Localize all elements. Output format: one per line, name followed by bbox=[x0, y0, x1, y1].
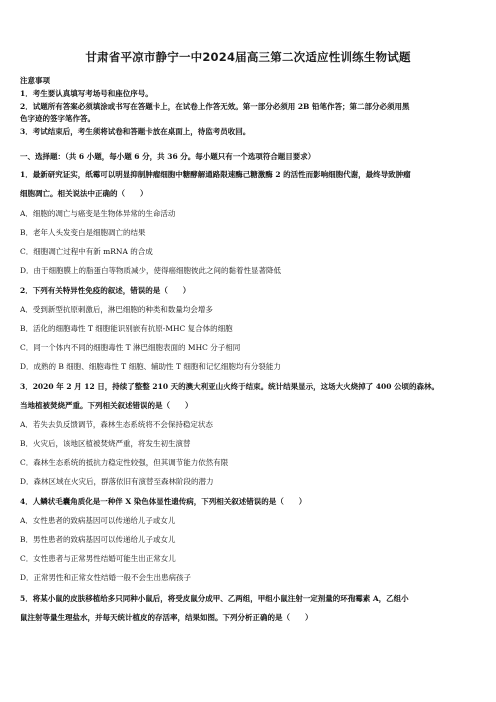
question-2-option-c: C．同一个体内不同的细胞毒性 T 淋巴细胞表面的 MHC 分子相同 bbox=[20, 343, 241, 352]
question-2-stem: 2．下列有关特异性免疫的叙述，错误的是（ ） bbox=[20, 286, 191, 295]
question-1-option-b: B．老年人头发变白是细胞凋亡的结果 bbox=[20, 228, 146, 237]
question-3-option-a: A．若失去负反馈调节，森林生态系统将不会保持稳定状态 bbox=[20, 420, 213, 429]
question-5-stem-continued: 鼠注射等量生理盐水，并每天统计植皮的存活率，结果如图。下列分析正确的是（ ） bbox=[20, 613, 313, 622]
question-2-option-b: B．活化的细胞毒性 T 细胞能识别嵌有抗原-MHC 复合体的细胞 bbox=[20, 324, 233, 333]
notice-item-3: 3．考试结束后，考生须将试卷和答题卡放在桌面上，待监考员收回。 bbox=[20, 127, 251, 136]
notice-heading: 注意事项 bbox=[20, 76, 50, 85]
question-1-stem-continued: 细胞凋亡。相关说法中正确的（ ） bbox=[20, 189, 148, 198]
question-3-stem-continued: 当地植被焚烧严重。下列相关叙述错误的是（ ） bbox=[20, 401, 193, 410]
question-3-option-d: D．森林区域在火灾后，群落依旧有演替至森林阶段的潜力 bbox=[20, 477, 214, 486]
notice-item-2: 2．试题所有答案必须填涂或书写在答题卡上，在试卷上作答无效。第一部分必须用 2B 铅笔作答；第二部分必须用黑 bbox=[20, 102, 410, 111]
question-4-option-d: D．正常男性和正常女性结婚一般不会生出患病孩子 bbox=[20, 573, 192, 582]
question-4-option-a: A．女性患者的致病基因可以传递给儿子或女儿 bbox=[20, 516, 176, 525]
question-3-stem: 3．2020 年 2 月 12 日，持续了整整 210 天的澳大利亚山火终于结束。统计结果显示，这场大火烧掉了 400 公顷的森林。 bbox=[20, 382, 440, 391]
question-3-option-c: C．森林生态系统的抵抗力稳定性较强，但其调节能力依然有限 bbox=[20, 458, 229, 467]
question-1-stem: 1．最新研究证实，纸霉可以明显抑制肿瘤细胞中糖酵解通路限速酶己糖激酶 2 的活性而影响细胞代谢，最终导致肿瘤 bbox=[20, 170, 411, 179]
question-5-stem: 5．将某小鼠的皮肤移植给多只同种小鼠后，将受皮鼠分成甲、乙两组，甲组小鼠注射一定剂量的环孢霉素 A，乙组小 bbox=[20, 594, 409, 603]
question-1-option-a: A．细胞的凋亡与癌变是生物体异常的生命活动 bbox=[20, 209, 176, 218]
question-4-option-c: C．女性患者与正常男性结婚可能生出正常女儿 bbox=[20, 554, 176, 563]
exam-title: 甘肃省平凉市静宁一中2024届高三第二次适应性训练生物试题 bbox=[85, 50, 411, 64]
question-1-option-d: D．由于细胞膜上的脂蛋白等物质减少，使得癌细胞彼此之间的黏着性显著降低 bbox=[20, 266, 282, 275]
question-2-option-d: D．成熟的 B 细胞、细胞毒性 T 细胞、辅助性 T 细胞和记忆细胞均有分裂能力 bbox=[20, 362, 281, 371]
question-2-option-a: A．受到新型抗原刺激后，淋巴细胞的种类和数量均会增多 bbox=[20, 305, 213, 314]
question-4-stem: 4．人鳞状毛囊角质化是一种伴 X 染色体显性遗传病，下列相关叙述错误的是（ ） bbox=[20, 497, 307, 506]
notice-item-1: 1．考生要认真填写考场号和座位序号。 bbox=[20, 89, 153, 98]
section-heading: 一、选择题：（共 6 小题，每小题 6 分，共 36 分。每小题只有一个选项符合题目要求） bbox=[20, 152, 316, 161]
notice-item-2-continued: 色字迹的签字笔作答。 bbox=[20, 114, 95, 123]
question-3-option-b: B．火灾后，该地区植被焚烧严重，将发生初生演替 bbox=[20, 439, 191, 448]
question-1-option-c: C．细胞凋亡过程中有新 mRNA 的合成 bbox=[20, 247, 153, 256]
question-4-option-b: B．男性患者的致病基因可以传递给儿子或女儿 bbox=[20, 535, 176, 544]
